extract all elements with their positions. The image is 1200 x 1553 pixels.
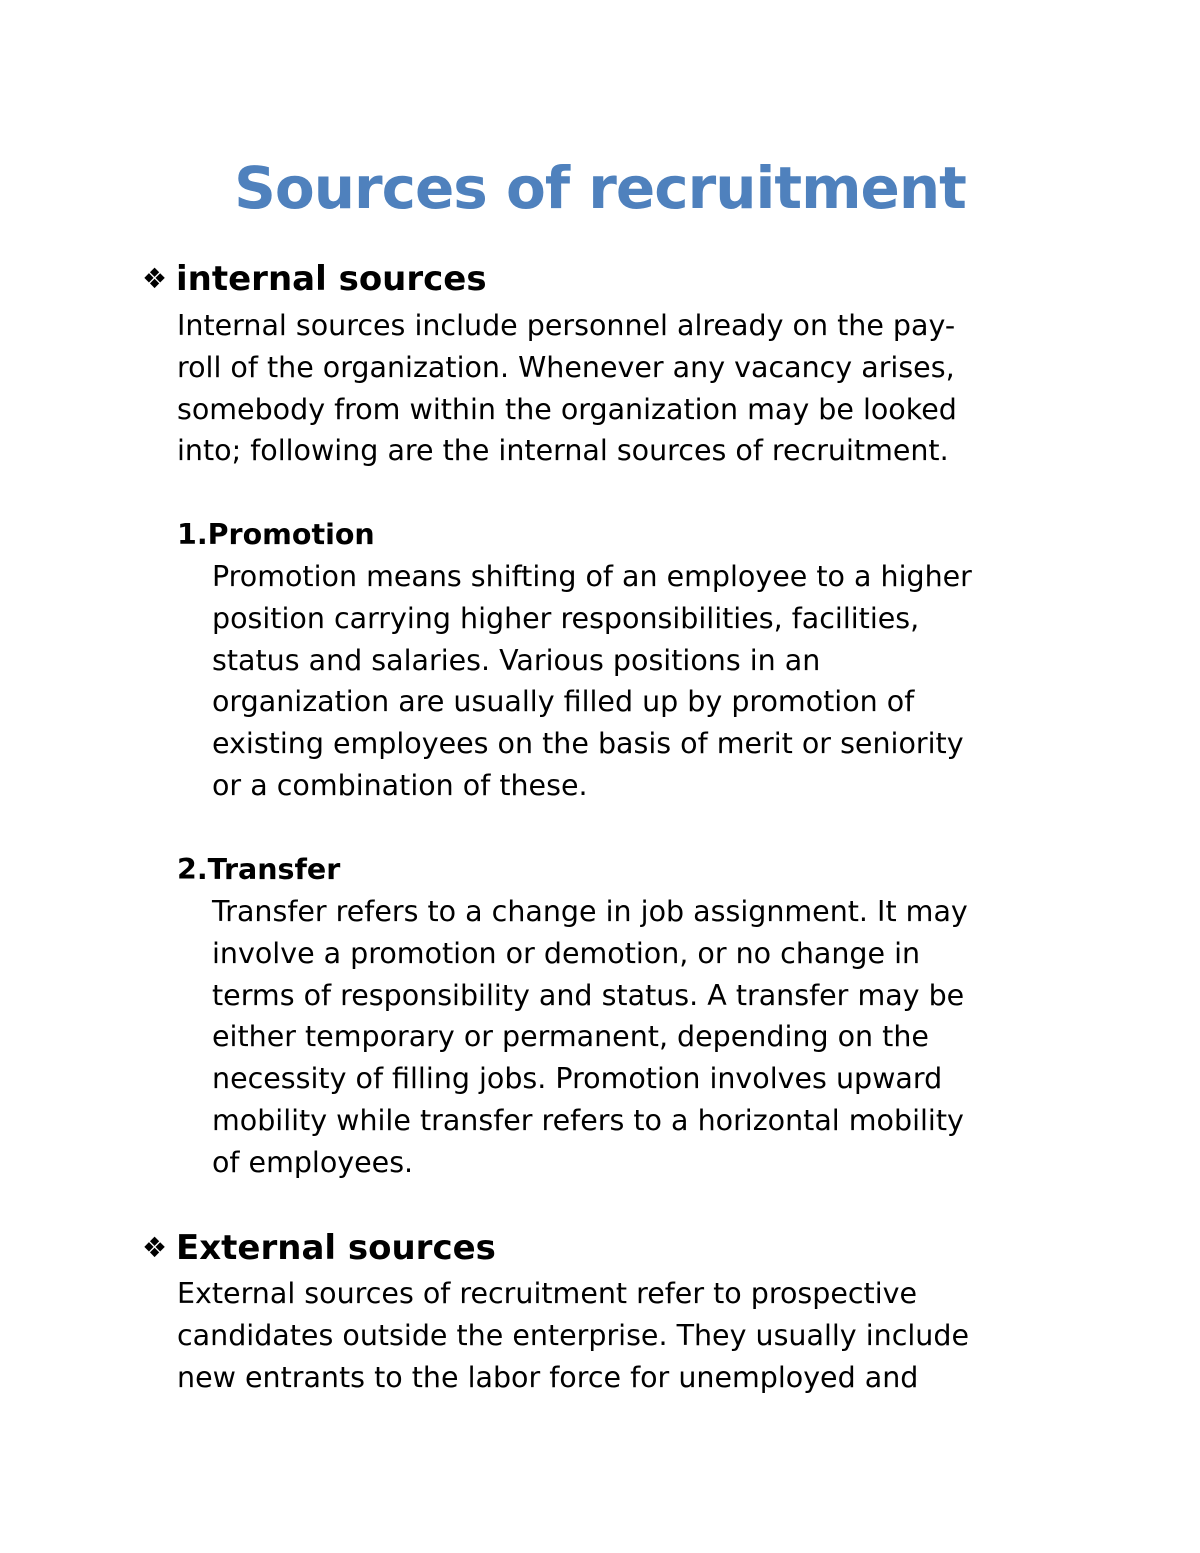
subheading-transfer: 2.Transfer [177, 853, 341, 886]
subheading-promotion: 1.Promotion [177, 518, 375, 551]
external-sources-paragraph: External sources of recruitment refer to prospective candidates outside the enterprise. They usually include new entrants to the labor force for unemployed and [177, 1277, 969, 1394]
section-heading-internal [142, 258, 487, 300]
diamond-bullet-icon: ❖ [142, 262, 168, 295]
internal-sources-paragraph: Internal sources include personnel already on the pay- roll of the organization. Whenever any vacancy arises, somebody from within the organization may be looked into; following are the internal sources of recruitment. [177, 309, 957, 468]
section-heading-label: External sources [176, 1228, 496, 1268]
section-heading-external [142, 1227, 496, 1269]
page-title: Sources of recruitment [234, 154, 966, 222]
transfer-paragraph: Transfer refers to a change in job assignment. It may involve a promotion or demotion, or no change in terms of responsibility and status. A transfer may be either temporary or permanent, depending on the necessity of filling jobs. Promotion involves upward mobility while transfer refers to a horizontal mobility of employees. [212, 895, 968, 1179]
section-heading-label: internal sources [176, 259, 487, 299]
promotion-paragraph: Promotion means shifting of an employee to a higher position carrying higher responsibilities, facilities, status and salaries. Various positions in an organization are usually filled up by promotion of existing employees on the basis of merit or seniority or a combination of these. [212, 560, 972, 802]
diamond-bullet-icon: ❖ [142, 1231, 168, 1264]
